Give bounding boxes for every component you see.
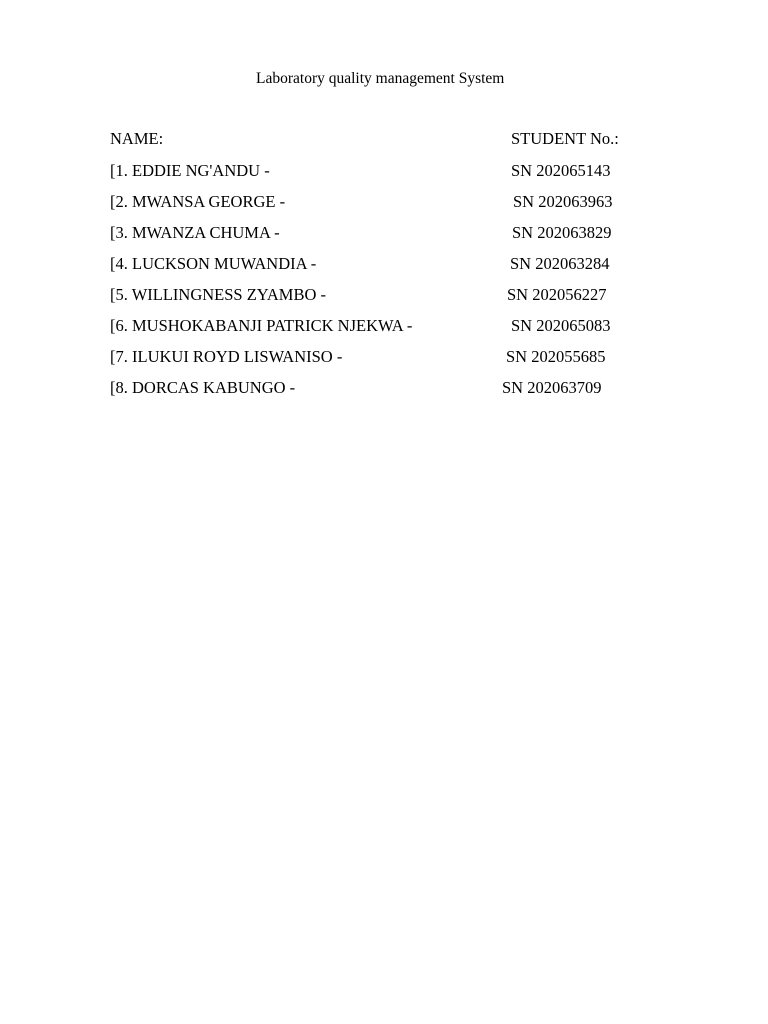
- member-name: [2. MWANSA GEORGE -: [110, 192, 286, 211]
- member-student-number: SN 202055685: [506, 347, 606, 366]
- student-number-column-header: STUDENT No.:: [511, 129, 619, 148]
- document-title: Laboratory quality management System: [256, 70, 505, 87]
- member-student-number: SN 202056227: [507, 285, 607, 304]
- member-name: [8. DORCAS KABUNGO -: [110, 378, 296, 397]
- name-column-header: NAME:: [110, 129, 164, 148]
- member-student-number: SN 202063709: [502, 378, 602, 397]
- member-name: [7. ILUKUI ROYD LISWANISO -: [110, 347, 343, 366]
- member-name: [5. WILLINGNESS ZYAMBO -: [110, 285, 327, 304]
- member-name: [1. EDDIE NG'ANDU -: [110, 161, 270, 180]
- member-name: [4. LUCKSON MUWANDIA -: [110, 254, 317, 273]
- member-student-number: SN 202065083: [511, 316, 611, 335]
- member-name: [6. MUSHOKABANJI PATRICK NJEKWA -: [110, 316, 413, 335]
- member-student-number: SN 202065143: [511, 161, 611, 180]
- member-student-number: SN 202063284: [510, 254, 610, 273]
- member-student-number: SN 202063829: [512, 223, 612, 242]
- member-student-number: SN 202063963: [513, 192, 613, 211]
- member-name: [3. MWANZA CHUMA -: [110, 223, 280, 242]
